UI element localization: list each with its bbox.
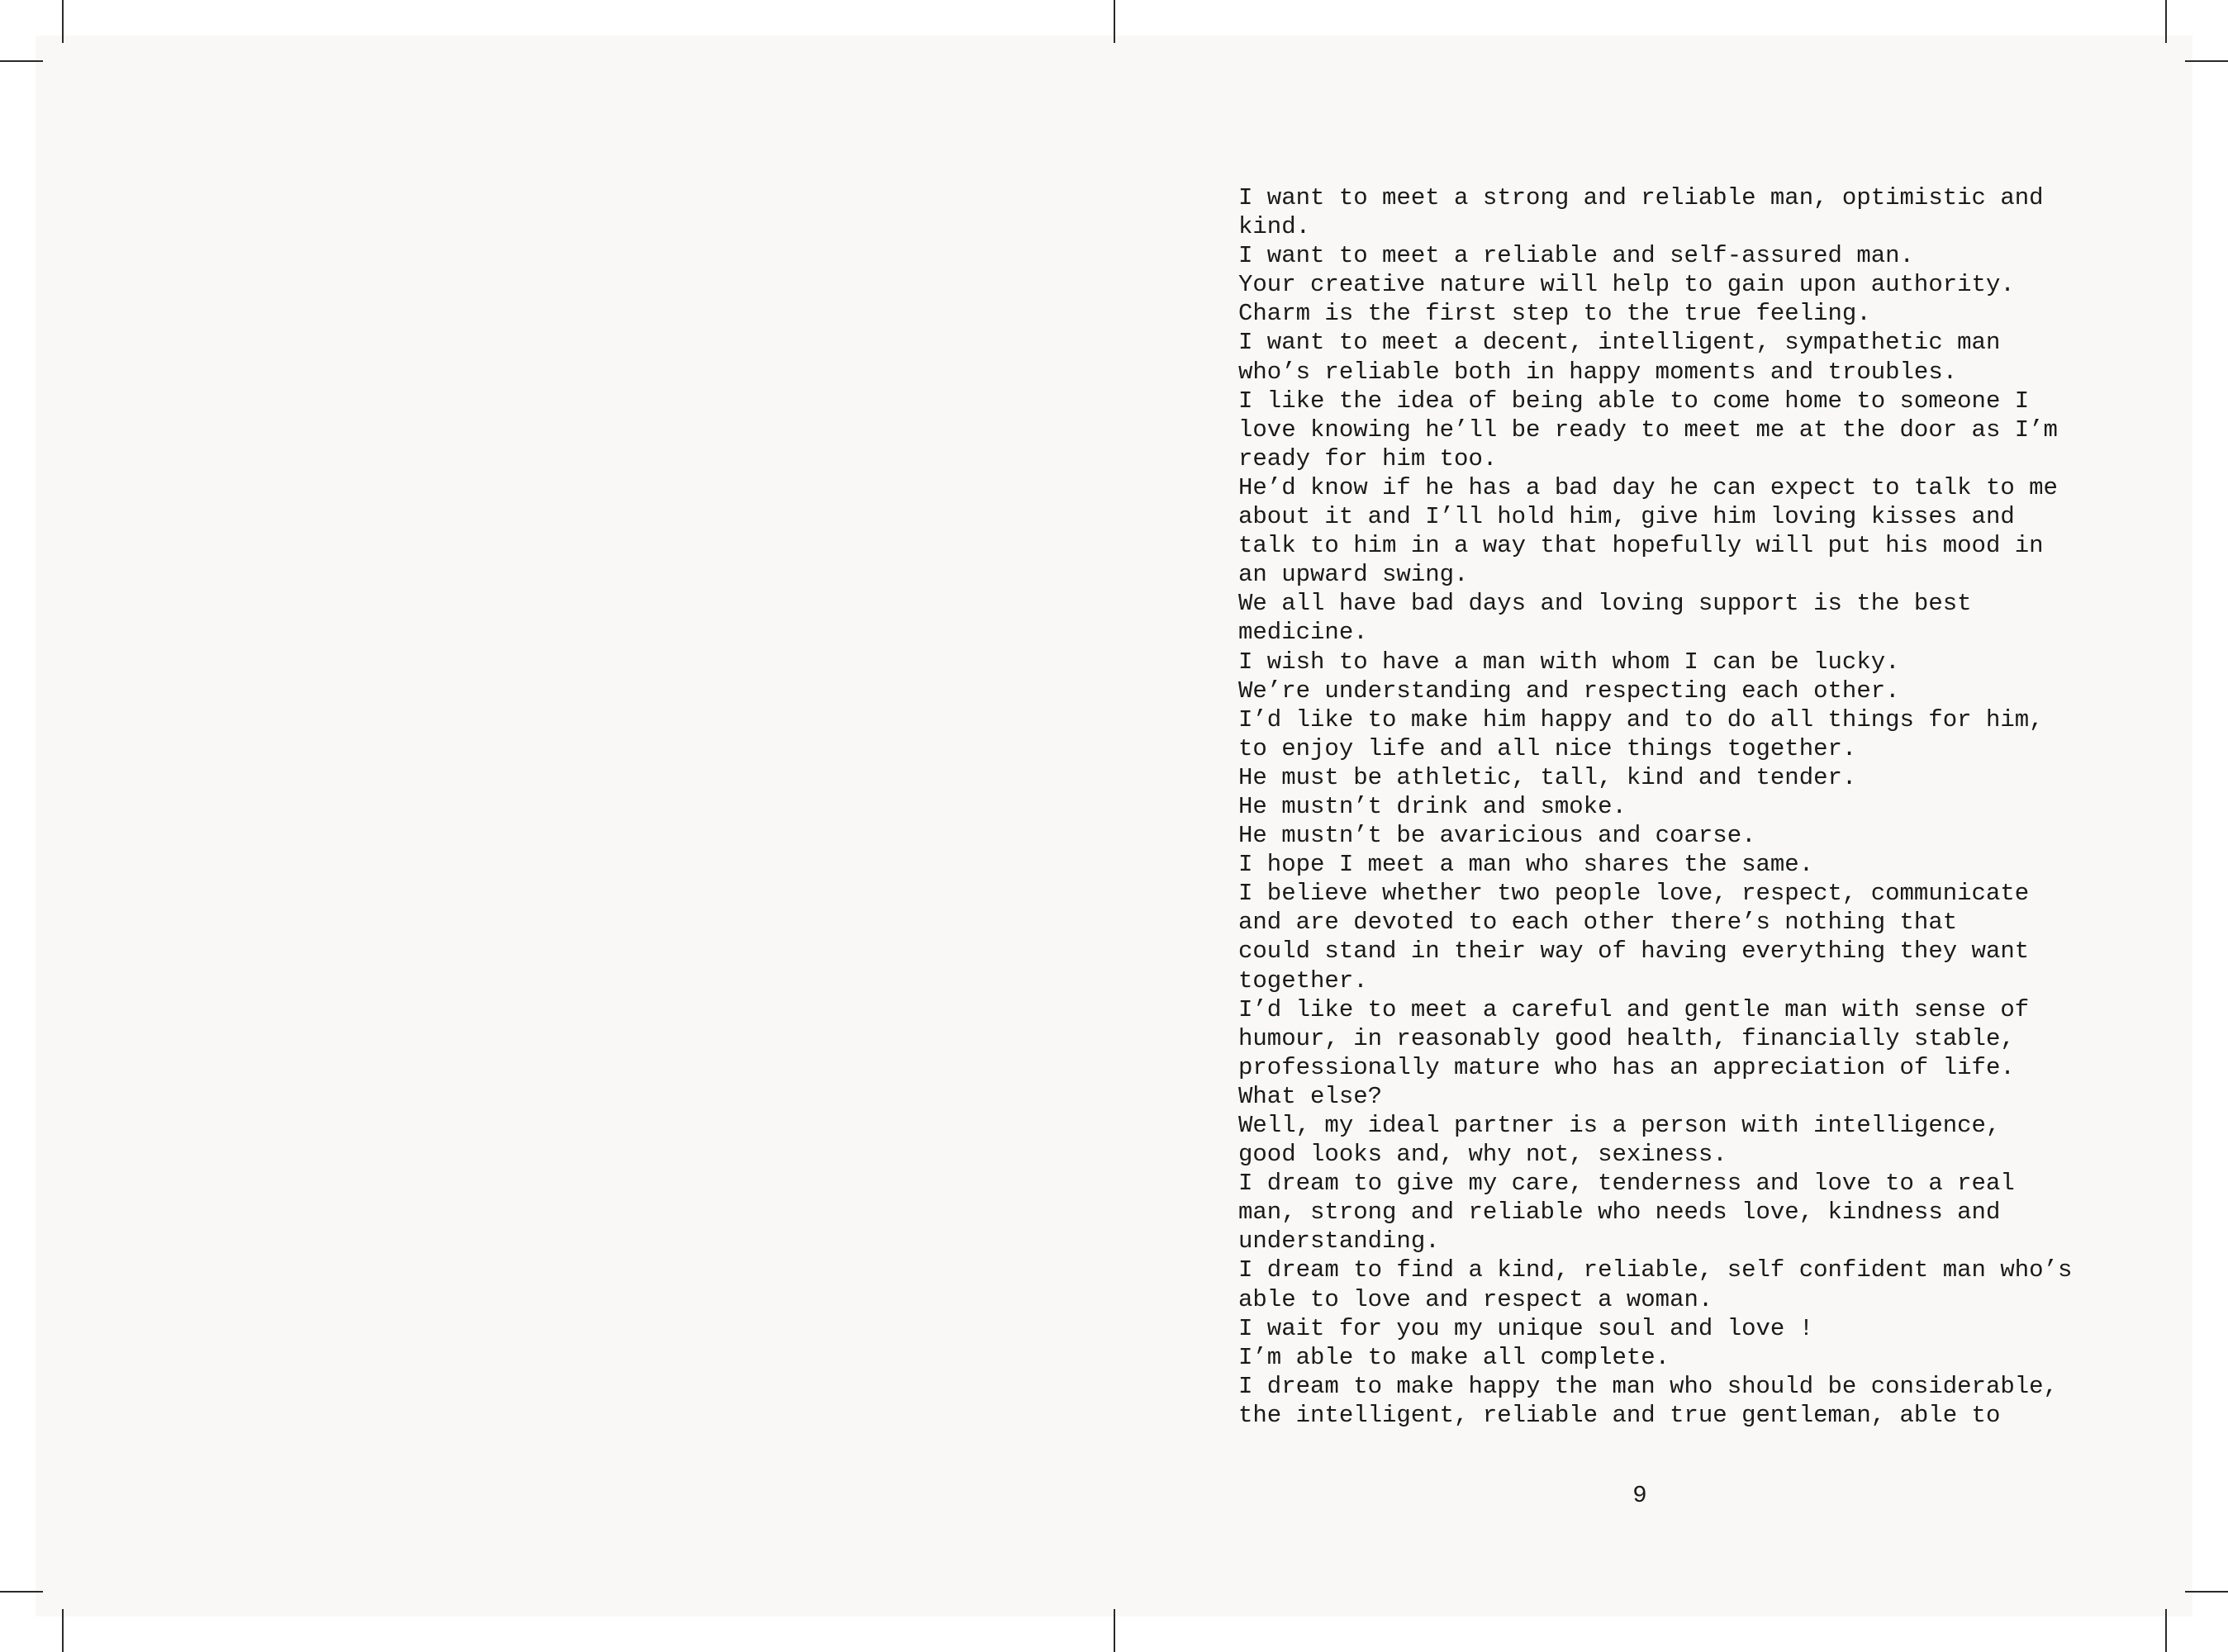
text-line: I wait for you my unique soul and love ! [1238,1314,1814,1342]
text-line: could stand in their way of having everything they want [1238,938,2030,966]
text-line: I believe whether two people love, respect, communicate [1238,880,2030,908]
crop-mark-bottom-left [62,1609,64,1652]
text-line: kind. [1238,213,1311,241]
crop-mark-bottom-right [2165,1609,2167,1652]
text-line: love knowing he’ll be ready to meet me at the door as I’m [1238,415,2058,444]
crop-mark-left-bottom [0,1591,43,1593]
text-line: to enjoy life and all nice things together. [1238,734,1857,762]
text-line: He mustn’t be avaricious and coarse. [1238,822,1756,850]
text-line: I dream to give my care, tenderness and love to a real [1238,1170,2015,1198]
text-line: I wish to have a man with whom I can be lucky. [1238,648,1900,676]
text-line: about it and I’ll hold him, give him loving kisses and [1238,503,2015,531]
text-line: He’d know if he has a bad day he can expect to talk to me [1238,473,2058,501]
text-line: who’s reliable both in happy moments and troubles. [1238,358,1958,386]
text-line: I like the idea of being able to come home to someone I [1238,387,2030,415]
text-line: medicine. [1238,619,1368,647]
text-line: I want to meet a decent, intelligent, sympathetic man [1238,329,2001,357]
text-line: talk to him in a way that hopefully will put his mood in [1238,532,2044,560]
text-line: together. [1238,966,1368,995]
text-line: professionally mature who has an appreciation of life. [1238,1053,2015,1081]
text-line: I’d like to make him happy and to do all things for him, [1238,705,2044,733]
text-line: and are devoted to each other there’s nothing that [1238,909,1958,937]
text-line: able to love and respect a woman. [1238,1285,1713,1313]
crop-mark-right-top [2185,60,2228,62]
text-line: He must be athletic, tall, kind and tender. [1238,763,1857,791]
text-line: I want to meet a strong and reliable man, optimistic and [1238,184,2044,211]
text-line: the intelligent, reliable and true gentleman, able to [1238,1401,2001,1429]
page-number: 9 [1632,1482,1647,1509]
text-line: I’d like to meet a careful and gentle man with sense of [1238,995,2030,1023]
text-line: I want to meet a reliable and self-assured man. [1238,242,1914,270]
text-line: man, strong and reliable who needs love, kindness and [1238,1199,2001,1227]
text-line: I dream to find a kind, reliable, self confident man who’s [1238,1256,2073,1284]
text-line: Your creative nature will help to gain upon authority. [1238,271,2015,299]
text-line: We’re understanding and respecting each other. [1238,676,1900,705]
crop-mark-top-left [62,0,64,43]
text-line: I hope I meet a man who shares the same. [1238,851,1814,879]
text-line: What else? [1238,1082,1383,1110]
text-line: He mustn’t drink and smoke. [1238,792,1627,820]
crop-mark-right-bottom [2185,1591,2228,1593]
text-line: I’m able to make all complete. [1238,1343,1670,1371]
text-line: We all have bad days and loving support is the best [1238,590,1972,618]
crop-mark-top-right [2165,0,2167,43]
text-line: understanding. [1238,1227,1440,1256]
text-line: an upward swing. [1238,561,1469,589]
text-line: humour, in reasonably good health, financially stable, [1238,1024,2015,1052]
body-text [1238,183,2073,1430]
crop-mark-top-center [1114,0,1115,43]
text-line: I dream to make happy the man who should be considerable, [1238,1372,2058,1400]
text-line: ready for him too. [1238,444,1498,472]
text-line: good looks and, why not, sexiness. [1238,1141,1727,1169]
crop-mark-bottom-center [1114,1609,1115,1652]
text-line: Charm is the first step to the true feeling. [1238,300,1871,328]
text-line: Well, my ideal partner is a person with intelligence, [1238,1112,2001,1139]
crop-mark-left-top [0,60,43,62]
